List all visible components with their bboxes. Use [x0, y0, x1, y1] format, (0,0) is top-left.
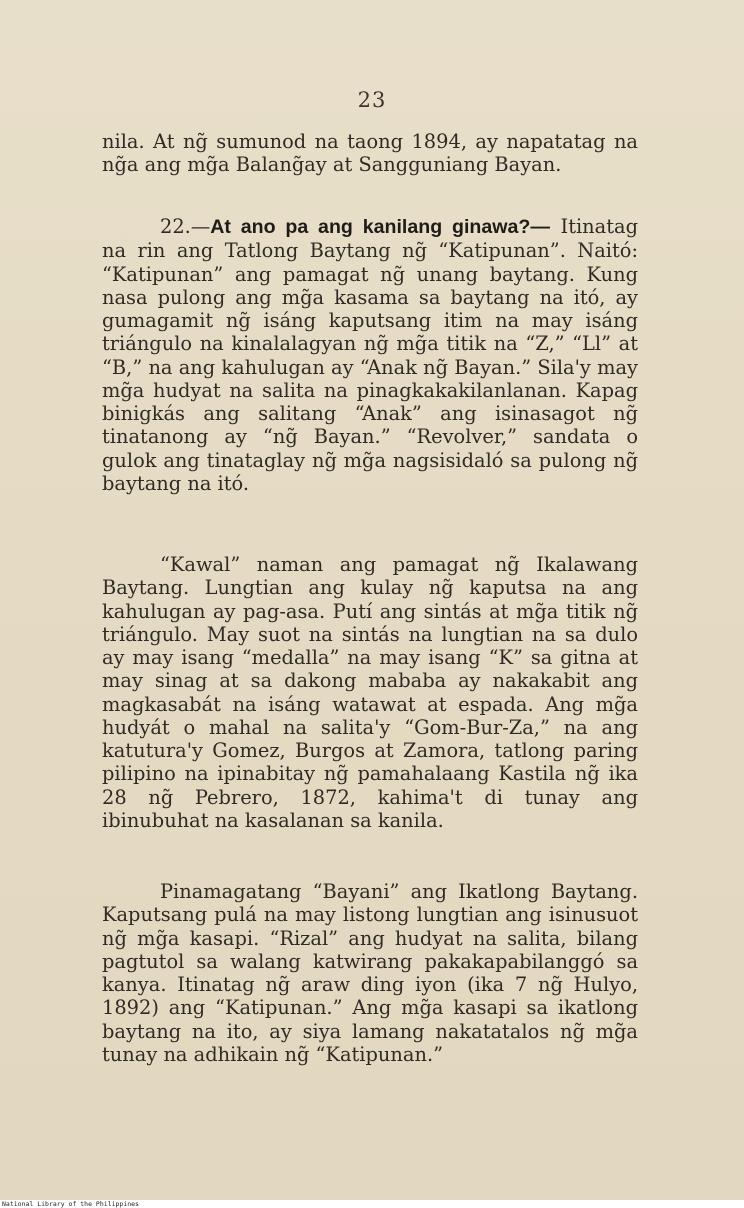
- paragraph-3-text: “Kawal” naman ang pamagat ng̃ Ikalawang Baytang. Lungtian ang kulay ng̃ kaputsa na ang kahulugan ay pag-asa. Putí ang sintás at mg̃a titik ng̃ triángulo. May suot na sintás na lungtian na sa dulo ay may isang “medalla” na may isang “K” sa gitna at may sinag at sa dakong mababa ay nakakabit ang magkasabát na isáng watawat at espada. Ang mg̃a hudyát o mahal na salita'y “Gom-Bur-Za,” na ang katutura'y Gomez, Burgos at Zamora, tatlong paring pilipino na ipinabitay ng̃ pamahalaang Kastila ng̃ ika 28 ng̃ Pebrero, 1872, kahima't di tunay ang ibinubuhat na kasalanan sa kanila.: [102, 553, 638, 832]
- paragraph-4: [102, 880, 638, 1066]
- paragraph-4-text: Pinamagatang “Bayani” ang Ikatlong Baytang. Kaputsang pulá na may listong lungtian ang isinusuot ng̃ mg̃a kasapi. “Rizal” ang hudyat na salita, bilang pagtutol sa walang katwirang pakakapabilanggó sa kanya. Itinatag ng̃ araw ding iyon (ika 7 ng̃ Hulyo, 1892) ang “Katipunan.” Ang mg̃a kasapi sa ikatlong baytang na ito, ay siya lamang nakatatalos ng̃ mg̃a tunay na adhikain ng̃ “Katipunan.”: [102, 880, 638, 1066]
- question-number: 22.—: [160, 215, 211, 238]
- source-credit: National Library of the Philippines: [2, 1200, 139, 1208]
- page-number: 23: [357, 88, 387, 112]
- paragraph-1: nila. At ng̃ sumunod na taong 1894, ay napatatag na ng̃a ang mg̃a Balang̃ay at Sangguniang Bayan.: [102, 130, 638, 177]
- paragraph-3: [102, 553, 638, 832]
- paragraph-2-text: Itinatag na rin ang Tatlong Baytang ng̃ “Katipunan”. Naitó: “Katipunan” ang pamagat ng̃ unang baytang. Kung nasa pulong ang mg̃a kasama sa baytang na itó, ay gumagamit ng̃ isáng kaputsang itim na may isáng triángulo na kinalalagyan ng̃ mg̃a titik na “Z,” “Ll” at “B,” na ang kahulugan ay “Anak ng̃ Bayan.” Sila'y may mg̃a hudyat na salita na pinagkakakilanlanan. Kapag binigkás ang salitang “Anak” ang isinasagot ng̃ tinatanong ay “ng̃ Bayan.” “Revolver,” sandata o gulok ang tinataglay ng̃ mg̃a nagsisidaló sa pulong ng̃ baytang na itó.: [102, 215, 638, 495]
- question-heading: At ano pa ang kanilang ginawa?—: [210, 216, 550, 238]
- paragraph-2: [102, 215, 638, 495]
